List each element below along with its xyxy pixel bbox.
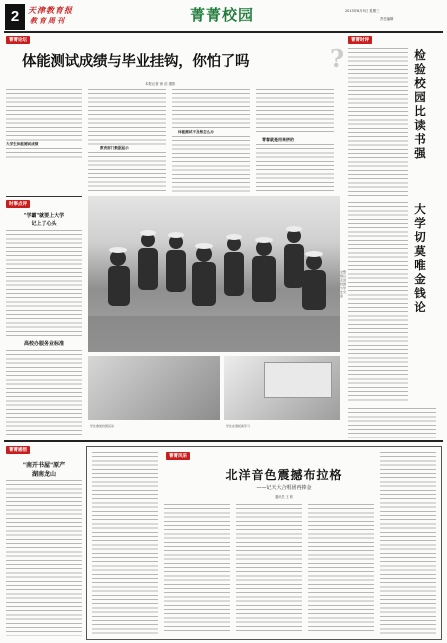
- top-subhead-1: 大学生体能测试成绩: [6, 142, 39, 146]
- left-body-b: [6, 350, 82, 436]
- bottom-feature-byline: 通讯员 王 莉: [275, 495, 293, 499]
- date-text: 2013年6月5日 星期三: [345, 9, 380, 13]
- bottom-feature-col5: [380, 452, 436, 634]
- bottom-feature-col3: [236, 504, 302, 634]
- masthead-line2: 教育周刊: [30, 17, 66, 25]
- column-tag-bottom-left: 菁菁感悟: [6, 446, 30, 454]
- right-vertical-headline-1: 检验校园比读书强: [414, 48, 426, 160]
- police-officers-illustration: [88, 196, 340, 352]
- top-body-col3b: [172, 136, 250, 192]
- left-body-a: [6, 230, 82, 338]
- question-mark-icon: ?: [330, 44, 345, 73]
- bottom-left-headline-2: 湖南龙山: [31, 471, 56, 478]
- right-body-b: [348, 202, 408, 402]
- top-body-col1b: [6, 148, 82, 160]
- main-photo-caption: 女警察们走进校园与学生交流: [340, 270, 347, 298]
- editor-text: 责任编辑: [380, 17, 394, 21]
- masthead-line1: 天津教育报: [28, 6, 73, 15]
- top-subhead-2: 教育部门数据显示: [100, 146, 129, 150]
- left-headline-2: 高校办服务业标准: [23, 341, 64, 347]
- bottom-caption-left: 学生参加校园活动: [90, 424, 115, 428]
- right-vertical-headline-2: 大学切莫唯金钱论: [414, 202, 426, 314]
- top-body-col2b: [88, 152, 166, 192]
- right-body-a: [348, 48, 408, 198]
- column-tag-left: 时事点评: [6, 200, 30, 208]
- left-top-rule: [6, 196, 82, 197]
- column-tag-bottom-feature: 菁菁风采: [166, 452, 190, 460]
- bottom-left-body: [6, 480, 82, 636]
- bottom-feature-col1: [92, 452, 158, 634]
- top-byline: 本报记者 徐 浩 摄影: [145, 82, 176, 86]
- middle-rule: [4, 440, 443, 442]
- top-mid-head: 青春就是用来拼的: [262, 137, 294, 142]
- bottom-feature-subhead: ——记天大合唱团再捧金: [256, 485, 312, 491]
- main-photo: [88, 196, 340, 352]
- right-body-c: [348, 408, 436, 438]
- column-tag-right: 菁菁时评: [348, 36, 372, 44]
- bottom-feature-col4: [308, 504, 374, 634]
- top-body-col3: [172, 89, 250, 129]
- top-headline: 体能测试成绩与毕业挂钩，你怕了吗: [22, 54, 250, 70]
- top-body-col4: [256, 89, 334, 135]
- header-rule: [4, 31, 443, 33]
- top-body-col1: [6, 89, 82, 141]
- top-body-col2: [88, 89, 166, 145]
- page-number: 2: [5, 4, 25, 30]
- bottom-left-headline-1: "南开书屋"原产: [22, 462, 66, 469]
- left-headline-1: "学霸"就要上大学: [23, 213, 65, 219]
- column-tag-top: 菁菁论坛: [6, 36, 30, 44]
- bottom-caption-right: 学生在展板前学习: [226, 424, 251, 428]
- top-subhead-3: 体能测试不及格怎么办: [178, 130, 214, 134]
- bottom-feature-headline: 北洋音色震撼布拉格: [225, 468, 343, 482]
- section-title: 菁菁校园: [190, 6, 255, 24]
- top-body-col4b: [256, 144, 334, 192]
- left-headline-1b: 记上了心头: [31, 221, 57, 227]
- bottom-photo-right: [224, 356, 340, 420]
- bottom-photo-left: [88, 356, 220, 420]
- bottom-feature-col2: [164, 504, 230, 634]
